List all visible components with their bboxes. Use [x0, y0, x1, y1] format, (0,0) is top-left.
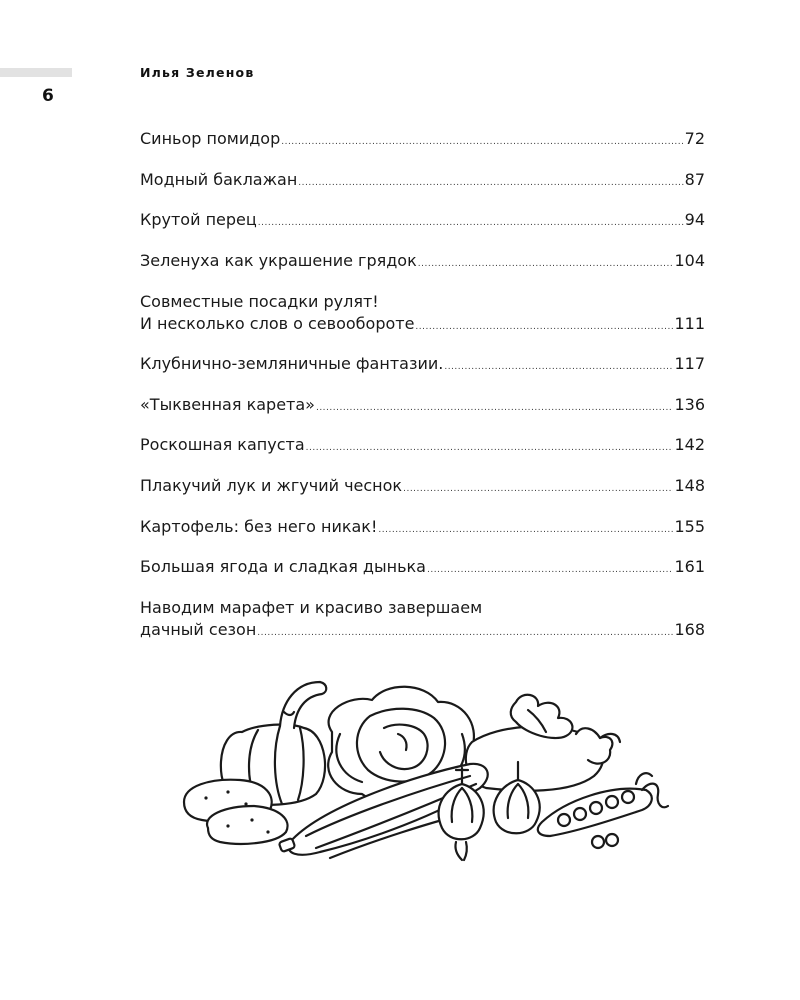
toc-title: дачный сезон — [140, 620, 257, 639]
toc-dot-leader — [403, 478, 673, 500]
toc-page-number: 104 — [674, 251, 705, 270]
toc-entry[interactable] — [140, 597, 705, 644]
toc-page-number: 117 — [674, 354, 705, 373]
toc-entry[interactable] — [140, 128, 705, 153]
eggplant-icon — [466, 695, 620, 791]
toc-dot-leader — [444, 356, 673, 378]
toc-dot-leader — [298, 172, 683, 194]
toc-dot-leader — [258, 212, 684, 234]
toc-page-number: 161 — [674, 557, 705, 576]
toc-title: Модный баклажан — [140, 170, 298, 189]
toc-title: Крутой перец — [140, 210, 257, 229]
toc-page-number: 136 — [674, 395, 705, 414]
toc-title: Клубнично-земляничные фантазии. — [140, 354, 444, 373]
toc-title-first-line: Наводим марафет и красиво завершаем — [140, 598, 483, 617]
toc-entry[interactable] — [140, 291, 705, 338]
running-header-author: Илья Зеленов — [140, 65, 255, 80]
toc-dot-leader — [418, 253, 674, 275]
toc-title: Большая ягода и сладкая дынька — [140, 557, 426, 576]
toc-page-number: 72 — [684, 129, 705, 148]
toc-page-number: 111 — [674, 314, 705, 333]
toc-dot-leader — [281, 131, 683, 153]
page-tab-marker — [0, 68, 72, 77]
toc-title: Синьор помидор — [140, 129, 281, 148]
toc-page-number: 87 — [684, 170, 705, 189]
toc-entry[interactable] — [140, 169, 705, 194]
toc-entry[interactable] — [140, 475, 705, 500]
toc-page-number: 148 — [674, 476, 705, 495]
toc-title: Плакучий лук и жгучий чеснок — [140, 476, 403, 495]
toc-title: Роскошная капуста — [140, 435, 305, 454]
toc-title-first-line: Совместные посадки рулят! — [140, 292, 379, 311]
toc-entry[interactable] — [140, 250, 705, 275]
toc-entry[interactable] — [140, 353, 705, 378]
toc-dot-leader — [306, 437, 674, 459]
toc-entry[interactable] — [140, 556, 705, 581]
toc-dot-leader — [427, 559, 673, 581]
page-number: 6 — [42, 86, 54, 106]
toc-page-number: 94 — [684, 210, 705, 229]
toc-title: «Тыквенная карета» — [140, 395, 315, 414]
toc-dot-leader — [415, 316, 673, 338]
toc-entry[interactable] — [140, 516, 705, 541]
toc-dot-leader — [257, 622, 673, 644]
toc-dot-leader — [316, 397, 674, 419]
toc-entry[interactable] — [140, 209, 705, 234]
toc-title: Зеленуха как украшение грядок — [140, 251, 417, 270]
toc-page-number: 168 — [674, 620, 705, 639]
toc-entry[interactable] — [140, 434, 705, 459]
toc-entry[interactable] — [140, 394, 705, 419]
toc-dot-leader — [378, 519, 673, 541]
toc-title: И несколько слов о севообороте — [140, 314, 415, 333]
toc-page-number: 142 — [674, 435, 705, 454]
toc-title: Картофель: без него никак! — [140, 517, 378, 536]
toc-page-number: 155 — [674, 517, 705, 536]
vegetables-illustration-icon — [180, 672, 670, 872]
